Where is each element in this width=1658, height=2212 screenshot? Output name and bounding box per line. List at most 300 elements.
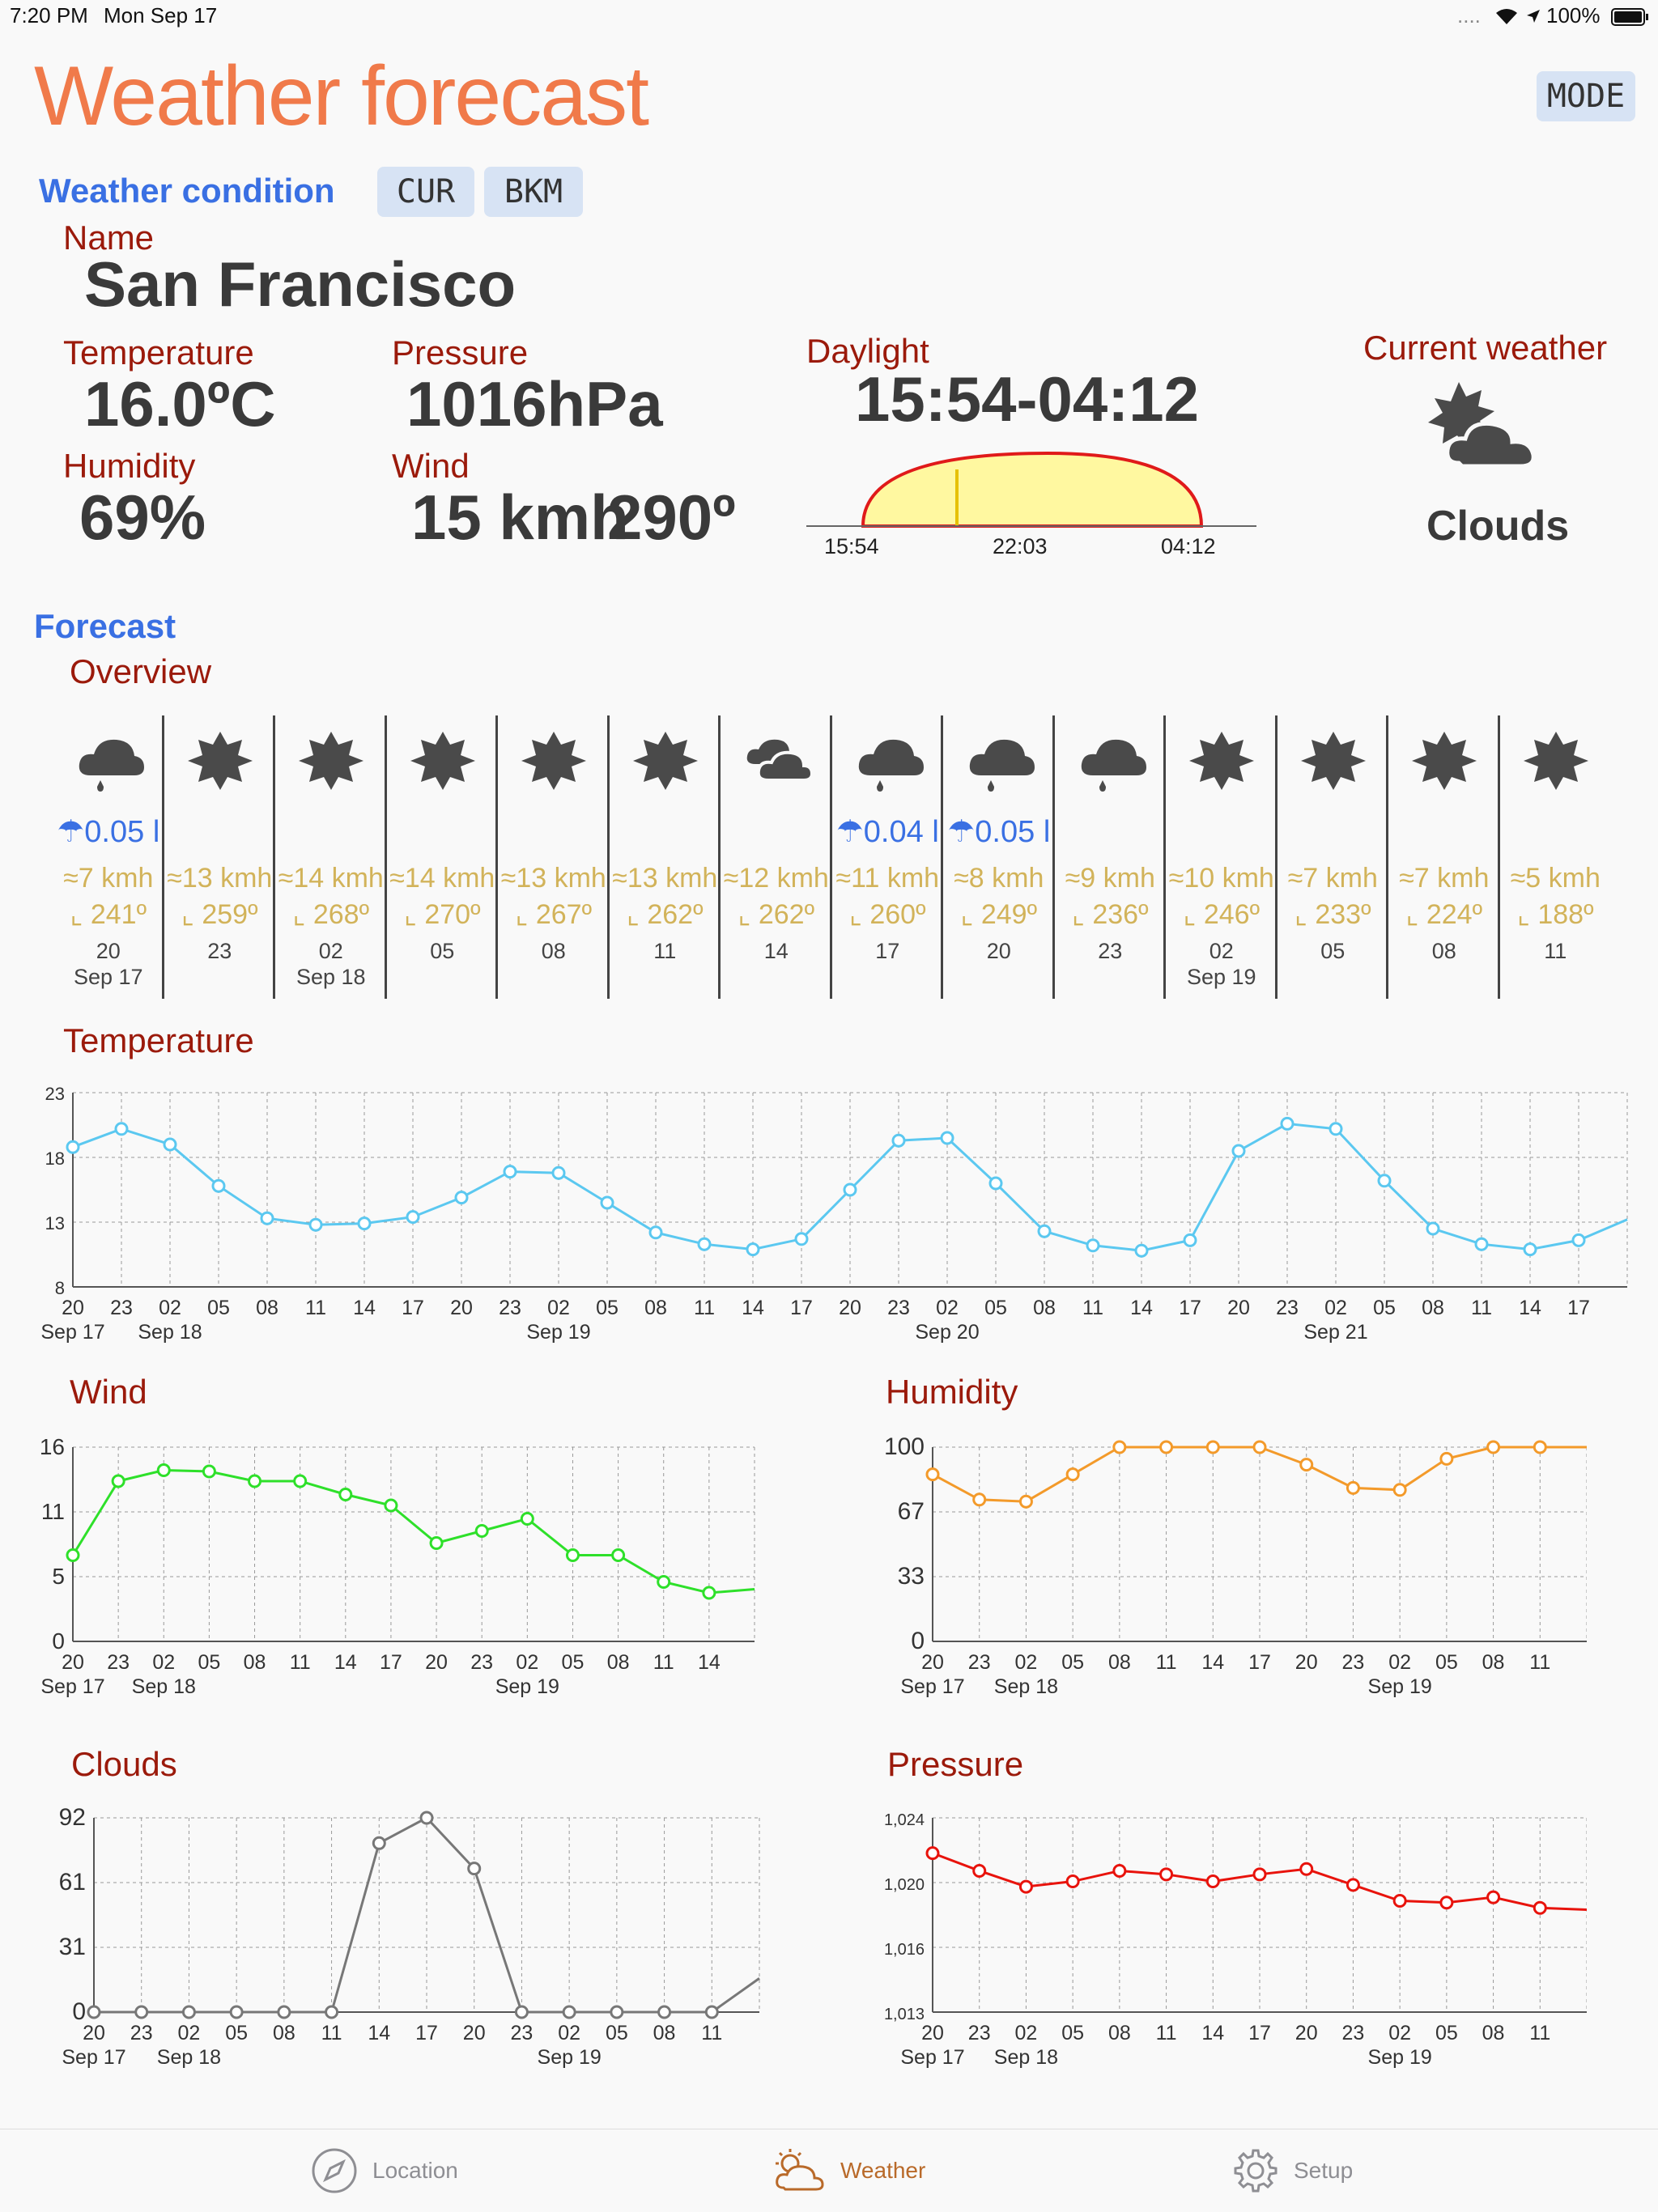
daylight-value: 15:54-04:12: [855, 363, 1199, 435]
location-arrow-icon: [1525, 8, 1541, 24]
x-date-label: Sep 19: [495, 1675, 559, 1698]
x-tick-label: 05: [561, 1651, 585, 1674]
x-tick-label: 08: [243, 1651, 266, 1674]
x-date-label: Sep 17: [900, 1675, 965, 1698]
data-point: [431, 1538, 442, 1549]
tab-location[interactable]: [311, 2129, 458, 2212]
wind-speed: ≈13 kmh: [612, 863, 718, 894]
forecast-time: 08: [541, 939, 566, 963]
x-tick-label: 17: [1179, 1297, 1201, 1319]
current-weather-value: Clouds: [1426, 503, 1570, 550]
weather-icon: [772, 2147, 826, 2194]
wind-direction: ⌞ 260º: [848, 899, 926, 930]
y-tick-label: 1,024: [883, 1811, 925, 1829]
x-tick-label: 14: [334, 1651, 357, 1674]
overview-separator: [607, 715, 610, 999]
data-point: [563, 2006, 575, 2018]
wind-speed: ≈13 kmh: [500, 863, 606, 894]
data-point: [516, 2006, 527, 2018]
pressure-chart-title: Pressure: [887, 1745, 1024, 1783]
wind-direction-value: 290º: [607, 482, 736, 553]
rain-cloud-icon: [965, 728, 1038, 795]
wind-speed: ≈7 kmh: [1399, 863, 1490, 894]
x-tick-label: 08: [653, 2022, 676, 2044]
x-tick-label: 17: [1248, 1651, 1271, 1674]
tab-bar: [0, 2129, 1658, 2212]
x-tick-label: 23: [1341, 1651, 1365, 1674]
data-point: [504, 1166, 516, 1178]
y-tick-label: 1,020: [883, 1876, 925, 1894]
data-point: [278, 2006, 290, 2018]
x-tick-label: 17: [415, 2022, 438, 2044]
wind-direction: ⌞ 267º: [515, 899, 593, 930]
x-date-label: Sep 17: [40, 1321, 105, 1344]
wind-direction: ⌞ 188º: [1516, 899, 1594, 930]
x-tick-label: 02: [1388, 1651, 1412, 1674]
x-tick-label: 11: [1529, 2022, 1551, 2044]
forecast-time: 20: [96, 939, 121, 963]
wind-speed: ≈10 kmh: [1168, 863, 1274, 894]
forecast-time: 02: [1209, 939, 1234, 963]
x-tick-label: 20: [83, 2022, 105, 2044]
gear-icon: [1232, 2147, 1279, 2194]
x-tick-label: 05: [984, 1297, 1007, 1319]
wind-speed: ≈14 kmh: [278, 863, 384, 894]
data-point: [1161, 1869, 1172, 1880]
data-point: [67, 1550, 79, 1561]
daylight-label: Daylight: [806, 332, 929, 370]
data-point: [1067, 1469, 1078, 1480]
overview-separator: [273, 715, 275, 999]
wind-direction: ⌞ 262º: [738, 899, 815, 930]
data-point: [1441, 1897, 1452, 1908]
x-tick-label: 23: [510, 2022, 534, 2044]
x-date-label: Sep 18: [138, 1321, 202, 1344]
x-tick-label: 08: [1107, 1651, 1131, 1674]
forecast-time: 20: [986, 939, 1011, 963]
signal-indicator: ....: [1457, 3, 1481, 28]
current-weather-label: Current weather: [1363, 329, 1608, 367]
x-tick-label: 08: [272, 2022, 295, 2044]
data-point: [704, 1587, 715, 1598]
sun-icon: [1299, 728, 1372, 795]
y-tick-label: 11: [40, 1499, 65, 1524]
data-point: [249, 1475, 261, 1487]
data-point: [407, 1212, 419, 1223]
y-tick-label: 61: [58, 1869, 86, 1896]
data-point: [1476, 1238, 1487, 1250]
forecast-date: Sep 18: [295, 965, 366, 989]
data-point: [1282, 1118, 1293, 1129]
data-point: [476, 1526, 487, 1537]
sun-icon: [297, 728, 370, 795]
x-tick-label: 14: [1130, 1297, 1153, 1319]
sun-icon: [520, 728, 593, 795]
y-tick-label: 92: [58, 1804, 86, 1831]
data-point: [385, 1500, 397, 1511]
x-tick-label: 23: [1341, 2022, 1365, 2044]
wind-label: Wind: [392, 447, 470, 485]
wifi-icon: [1494, 6, 1519, 26]
data-point: [521, 1514, 533, 1525]
x-tick-label: 08: [606, 1651, 630, 1674]
wind-speed: ≈5 kmh: [1510, 863, 1601, 894]
wind-direction: ⌞ 246º: [1183, 899, 1261, 930]
x-tick-label: 23: [967, 1651, 991, 1674]
data-point: [326, 2006, 338, 2018]
overview-separator: [1386, 715, 1388, 999]
x-tick-label: 20: [921, 1651, 944, 1674]
wind-direction: ⌞ 259º: [181, 899, 258, 930]
wind-direction: ⌞ 224º: [1405, 899, 1483, 930]
y-tick-label: 0: [72, 1998, 86, 2025]
x-tick-label: 23: [887, 1297, 910, 1319]
x-tick-label: 11: [1155, 2022, 1177, 2044]
wind-direction: ⌞ 268º: [292, 899, 370, 930]
x-tick-label: 08: [1107, 2022, 1131, 2044]
data-point: [706, 2006, 717, 2018]
battery-icon: [1611, 8, 1650, 26]
wind-speed: ≈11 kmh: [835, 863, 940, 894]
data-point: [1427, 1223, 1439, 1234]
data-point: [1184, 1234, 1196, 1246]
data-point: [613, 1550, 624, 1561]
humidity-label: Humidity: [63, 447, 196, 485]
data-point: [1347, 1879, 1358, 1891]
x-tick-label: 02: [1014, 2022, 1038, 2044]
x-tick-label: 11: [289, 1651, 311, 1674]
y-tick-label: 1,013: [883, 2006, 925, 2023]
x-tick-label: 02: [547, 1297, 570, 1319]
y-tick-label: 100: [883, 1433, 925, 1460]
sun-icon: [186, 728, 259, 795]
data-point: [295, 1475, 306, 1487]
x-tick-label: 20: [462, 2022, 486, 2044]
humidity-value: 69%: [79, 482, 206, 553]
data-point: [1534, 1441, 1545, 1453]
x-tick-label: 05: [207, 1297, 230, 1319]
x-tick-label: 08: [644, 1297, 667, 1319]
tab-setup-label: Setup: [1294, 2158, 1354, 2183]
data-point: [1301, 1863, 1312, 1874]
x-tick-label: 11: [321, 2022, 342, 2044]
data-point: [469, 1863, 480, 1874]
x-tick-label: 02: [1388, 2022, 1412, 2044]
rain-cloud-icon: [74, 728, 147, 795]
y-tick-label: 33: [897, 1563, 925, 1590]
daylight-arc: [805, 445, 1258, 567]
humidity-chart-title: Humidity: [886, 1373, 1018, 1411]
y-tick-label: 8: [54, 1278, 65, 1298]
x-tick-label: 23: [110, 1297, 133, 1319]
series-line: [73, 1471, 755, 1594]
x-tick-label: 20: [1295, 2022, 1318, 2044]
weather-condition-heading: Weather condition: [39, 172, 335, 210]
page-title: Weather forecast: [34, 49, 648, 143]
clouds-chart: [37, 1802, 766, 2077]
data-point: [1524, 1244, 1536, 1255]
x-tick-label: 17: [1567, 1297, 1590, 1319]
forecast-time: 17: [875, 939, 900, 963]
data-point: [611, 2006, 623, 2018]
data-point: [213, 1180, 224, 1191]
overview-separator: [1498, 715, 1500, 999]
x-tick-label: 08: [256, 1297, 278, 1319]
x-tick-label: 02: [516, 1651, 539, 1674]
data-point: [88, 2006, 100, 2018]
x-tick-label: 23: [967, 2022, 991, 2044]
x-date-label: Sep 19: [1367, 1675, 1432, 1698]
x-date-label: Sep 19: [537, 2046, 602, 2069]
x-tick-label: 02: [558, 2022, 581, 2044]
forecast-date: Sep 17: [73, 965, 143, 989]
data-point: [927, 1848, 938, 1859]
data-point: [136, 2006, 147, 2018]
wind-direction: ⌞ 241º: [70, 899, 147, 930]
data-point: [1067, 1876, 1078, 1887]
x-tick-label: 20: [425, 1651, 448, 1674]
x-tick-label: 08: [1422, 1297, 1444, 1319]
forecast-time: 23: [1098, 939, 1123, 963]
forecast-time: 11: [1544, 939, 1567, 963]
wind-chart: [16, 1431, 761, 1706]
y-tick-label: 23: [45, 1084, 65, 1104]
sun-behind-clouds-icon: [1422, 379, 1551, 476]
battery-percentage: 100%: [1546, 3, 1601, 28]
wind-speed: ≈12 kmh: [723, 863, 829, 894]
x-tick-label: 20: [921, 2022, 944, 2044]
data-point: [373, 1837, 385, 1849]
data-point: [1020, 1881, 1031, 1892]
x-tick-label: 02: [936, 1297, 959, 1319]
data-point: [974, 1865, 985, 1876]
wind-speed: ≈8 kmh: [954, 863, 1044, 894]
data-point: [1207, 1441, 1218, 1453]
x-tick-label: 20: [62, 1297, 84, 1319]
tab-weather-label: Weather: [840, 2158, 926, 2183]
x-tick-label: 11: [701, 2022, 723, 2044]
wind-chart-title: Wind: [70, 1373, 147, 1411]
x-tick-label: 23: [1276, 1297, 1299, 1319]
data-point: [231, 2006, 242, 2018]
y-tick-label: 18: [45, 1148, 65, 1169]
x-tick-label: 05: [198, 1651, 221, 1674]
temperature-chart-title: Temperature: [63, 1021, 254, 1059]
x-tick-label: 20: [450, 1297, 473, 1319]
data-point: [1379, 1175, 1390, 1187]
y-tick-label: 0: [911, 1628, 925, 1654]
data-point: [974, 1494, 985, 1505]
forecast-time: 05: [430, 939, 455, 963]
data-point: [1301, 1459, 1312, 1471]
data-point: [699, 1238, 710, 1250]
data-point: [927, 1469, 938, 1480]
data-point: [310, 1219, 321, 1230]
x-tick-label: 11: [653, 1651, 674, 1674]
daylight-tick: 15:54: [824, 534, 879, 558]
bkm-button[interactable]: BKM: [484, 167, 583, 217]
data-point: [747, 1244, 759, 1255]
data-point: [158, 1465, 169, 1476]
forecast-time: 23: [207, 939, 232, 963]
data-point: [553, 1167, 564, 1178]
tab-location-label: Location: [372, 2158, 458, 2183]
wind-speed: ≈7 kmh: [1287, 863, 1378, 894]
sun-icon: [631, 728, 704, 795]
data-point: [1573, 1234, 1584, 1246]
x-tick-label: 02: [1324, 1297, 1347, 1319]
x-tick-label: 11: [694, 1297, 715, 1319]
data-point: [893, 1135, 904, 1146]
x-tick-label: 17: [380, 1651, 402, 1674]
tab-setup[interactable]: [1232, 2129, 1353, 2212]
data-point: [183, 2006, 194, 2018]
y-tick-label: 16: [39, 1434, 65, 1459]
x-tick-label: 11: [1082, 1297, 1103, 1319]
x-tick-label: 14: [1201, 1651, 1225, 1674]
overview-separator: [1163, 715, 1166, 999]
x-date-label: Sep 18: [131, 1675, 196, 1698]
rain-amount: ☂0.05 l: [57, 815, 160, 849]
x-tick-label: 23: [499, 1297, 521, 1319]
data-point: [567, 1550, 578, 1561]
x-tick-label: 14: [1519, 1297, 1541, 1319]
overview-separator: [830, 715, 832, 999]
data-point: [116, 1123, 127, 1135]
x-date-label: Sep 19: [1367, 2046, 1432, 2069]
wind-direction: ⌞ 249º: [960, 899, 1038, 930]
data-point: [1488, 1891, 1499, 1903]
wind-speed: ≈14 kmh: [389, 863, 495, 894]
x-tick-label: 02: [177, 2022, 201, 2044]
x-tick-label: 20: [62, 1651, 84, 1674]
data-point: [1394, 1484, 1405, 1496]
data-point: [659, 2006, 670, 2018]
overview-separator: [1052, 715, 1055, 999]
forecast-time: 05: [1320, 939, 1346, 963]
data-point: [650, 1227, 661, 1238]
sun-icon: [409, 728, 482, 795]
data-point: [1441, 1453, 1452, 1464]
x-tick-label: 05: [1435, 1651, 1458, 1674]
x-tick-label: 14: [697, 1651, 721, 1674]
x-tick-label: 11: [1155, 1651, 1177, 1674]
y-tick-label: 0: [52, 1628, 65, 1654]
x-tick-label: 05: [596, 1297, 619, 1319]
data-point: [1254, 1869, 1265, 1880]
data-point: [340, 1489, 351, 1501]
tab-weather[interactable]: [772, 2129, 925, 2212]
rain-cloud-icon: [854, 728, 927, 795]
data-point: [602, 1197, 613, 1208]
x-tick-label: 05: [1435, 2022, 1458, 2044]
x-tick-label: 02: [159, 1297, 181, 1319]
forecast-time: 11: [653, 939, 677, 963]
data-point: [1136, 1245, 1147, 1256]
x-tick-label: 11: [1529, 1651, 1551, 1674]
x-date-label: Sep 17: [40, 1675, 105, 1698]
overview-separator: [385, 715, 387, 999]
x-tick-label: 20: [839, 1297, 861, 1319]
rain-cloud-icon: [1077, 728, 1150, 795]
cur-button[interactable]: CUR: [377, 167, 474, 217]
humidity-chart: [858, 1431, 1587, 1706]
x-tick-label: 17: [790, 1297, 813, 1319]
data-point: [1039, 1225, 1050, 1237]
pressure-label: Pressure: [392, 333, 529, 371]
y-tick-label: 67: [897, 1498, 925, 1525]
wind-speed: ≈9 kmh: [1065, 863, 1155, 894]
pressure-value: 1016hPa: [406, 368, 663, 439]
data-point: [1534, 1902, 1545, 1913]
status-time: 7:20 PM: [10, 3, 88, 28]
data-point: [113, 1475, 124, 1487]
x-tick-label: 08: [1033, 1297, 1056, 1319]
wind-direction: ⌞ 236º: [1071, 899, 1149, 930]
data-point: [942, 1132, 953, 1144]
y-tick-label: 1,016: [883, 1941, 925, 1959]
data-point: [1114, 1865, 1125, 1876]
x-date-label: Sep 17: [62, 2046, 126, 2069]
data-point: [1233, 1145, 1244, 1157]
overview-separator: [1275, 715, 1278, 999]
data-point: [796, 1233, 807, 1245]
data-point: [1347, 1482, 1358, 1493]
compass-icon: [311, 2147, 358, 2194]
x-tick-label: 08: [1482, 1651, 1505, 1674]
x-date-label: Sep 18: [993, 1675, 1059, 1698]
y-tick-label: 31: [58, 1934, 86, 1960]
overview-separator: [495, 715, 498, 999]
data-point: [67, 1141, 79, 1153]
x-tick-label: 17: [402, 1297, 424, 1319]
x-tick-label: 05: [1373, 1297, 1396, 1319]
x-tick-label: 14: [742, 1297, 764, 1319]
x-date-label: Sep 20: [915, 1321, 980, 1344]
daylight-tick: 22:03: [993, 534, 1048, 558]
data-point: [1161, 1441, 1172, 1453]
data-point: [1394, 1896, 1405, 1907]
rain-amount: ☂0.04 l: [835, 815, 939, 849]
forecast-date: Sep 19: [1186, 965, 1256, 989]
name-label: Name: [63, 219, 155, 257]
x-tick-label: 11: [1471, 1297, 1492, 1319]
rain-amount: ☂0.05 l: [947, 815, 1051, 849]
x-tick-label: 05: [225, 2022, 249, 2044]
wind-direction: ⌞ 233º: [1294, 899, 1371, 930]
x-tick-label: 23: [470, 1651, 494, 1674]
x-tick-label: 05: [1061, 1651, 1085, 1674]
pressure-chart: [858, 1802, 1587, 2077]
x-tick-label: 05: [605, 2022, 628, 2044]
x-tick-label: 23: [107, 1651, 130, 1674]
location-name: San Francisco: [84, 248, 517, 320]
x-tick-label: 02: [1014, 1651, 1038, 1674]
wind-speed: ≈13 kmh: [167, 863, 273, 894]
overview-separator: [941, 715, 943, 999]
daylight-tick: 04:12: [1161, 534, 1216, 558]
wind-direction: ⌞ 270º: [403, 899, 481, 930]
x-date-label: Sep 19: [526, 1321, 591, 1344]
forecast-time: 14: [763, 939, 789, 963]
data-point: [1020, 1496, 1031, 1507]
x-date-label: Sep 18: [993, 2046, 1059, 2069]
x-tick-label: 23: [130, 2022, 153, 2044]
mode-button[interactable]: MODE: [1537, 71, 1635, 121]
data-point: [990, 1178, 1001, 1189]
x-date-label: Sep 21: [1303, 1321, 1368, 1344]
wind-speed-value: 15 kmh: [411, 482, 629, 553]
